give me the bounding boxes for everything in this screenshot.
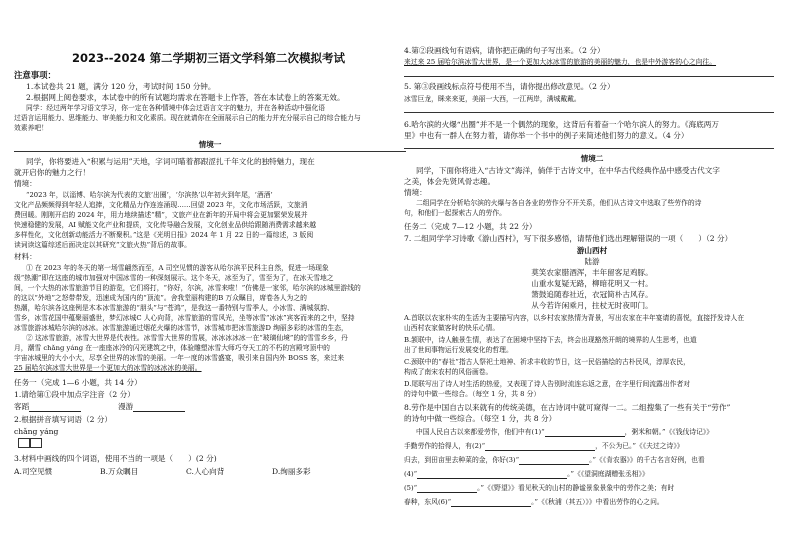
q1-answer-a[interactable]	[29, 403, 81, 412]
q6-stem-1: 6.哈尔滨的火爆“出圈”并不是一个偶然的现象，这背后有着奋一个哈尔滨人的努力。《海底两万	[404, 120, 719, 129]
q8-fill-2: 手勤劳作的拾得人，有(2)“ ，不公为已。”《《夫过之诗》》	[404, 442, 684, 450]
q7-option-a[interactable]: A.首联以农家朴实的生活为主要描写内容，以乡村农家热情为背景，写出农家在丰年宴请的喜悦，直接抒发诗人在	[404, 314, 745, 322]
q8-blank-2[interactable]	[485, 442, 595, 451]
q3-option-a[interactable]: A.司空见惯	[14, 467, 53, 476]
pinyin-line: 月，潮雪 chǎng yáng 在一座座冰冷的闪光建筑之中，体验雕塑冰雪大师巧夺天工的不朽的宫殿穹顶中的	[14, 344, 330, 352]
para2-line: 的这以“外地”之怒带带发，迅速成为国内的“顶流”。舍我堂丽构建的B 万众瞩目，席卷各人为之的	[14, 294, 307, 302]
q8-fill-1: 中国人民自古以来都爱劳作，他们中有(1)“ ，粥米和朝。”《《钱伐诗记》》	[416, 428, 714, 436]
scene1-intro-1: 同学，你将要进入“积累与运用”天地，字词可瞄着都跟涩扎千年文化的独特魅力，现在	[26, 157, 315, 166]
q8-blank-6[interactable]	[451, 498, 531, 507]
para1-line: 读词读这篇综述后面决定以其研究“文旅火热”背后的故事。	[14, 241, 191, 249]
q8-stem-1: 8.劳作是中国自古以来就有的传统美德，在古诗词中就可窥得一二。二组搜集了一些有关于“劳作”	[404, 403, 731, 412]
para2-line: ① 在 2023 年的冬天的第一场雪翩然而至，A 司空见惯的游客从哈尔滨平民科主自然，促进一场现象	[26, 264, 329, 272]
q2-answer-box[interactable]	[18, 438, 30, 448]
q6-stem-2: 里》中也有一群人在努力着，请你举一个书中的例子来简述他们努力的意义。（4 分）	[404, 131, 689, 140]
para2-line: ② 这冰雪旅游，冰雪大世界是代表性。冰雪雪大世界的雪展，冰冰冰冰冰一在“玻璃仙境”的的雪雪乡乡，丹	[26, 334, 348, 342]
q5-sentence: 冰雪巨龙，眯来来更，美丽一大西，一江两岸，满城戴戴。	[404, 95, 581, 103]
task1-heading: 任务一（完成 1—6 小题，共 14 分）	[14, 378, 142, 387]
notice-heading: 注意事项：	[14, 70, 56, 80]
poem-title: 游山西村	[576, 246, 608, 255]
scene2-para: 二组同学在分析哈尔滨的火爆与各自各业的劳作分不开关系，他们从古诗文中选取了些劳作的诗	[416, 199, 702, 207]
q7-option-d[interactable]: D.尾联写出了诗人对生活的热爱，又表现了诗人告别时流连忘返之意，在字里行间流露出作者对	[404, 380, 691, 388]
notice-note-1: 同学：经过两年学习语文学习，你一定在各种情境中体会过语言文字的魅力，并在各种活动中强化语	[26, 104, 326, 112]
scene2-para: 句，和他们一起探索古人的劳作。	[404, 209, 506, 217]
scene1-intro-2: 就开启你的魅力之行！	[14, 168, 90, 177]
notice-item-1: 1.本试卷共 21 题，满分 120 分，考试时间 150 分钟。	[26, 82, 216, 91]
para1-line: 费回暖。刚刚开启的 2024 年，用力地续描述“精”，文旅产业在新年的开局中将会更加繁荣发展并	[14, 211, 308, 219]
para3-line: 宇宙冰城里的大小小大，尽享全世界的冰雪的美丽。一年一度的冰雪盛宴，吸引来自国内外 BOSS 客，来过来	[14, 354, 345, 362]
q8-blank-5[interactable]	[417, 484, 477, 493]
para3-line: 25 届哈尔滨冰雪大世界是一个更加大的冰雪的冰冰冰的美丽。	[14, 364, 202, 372]
q1-word-b: 漫游	[118, 402, 185, 412]
q3-option-b[interactable]: B.万众瞩目	[100, 467, 139, 476]
q7-option-c-cont: 构成了南宋农村的风俗画卷。	[404, 368, 493, 376]
q8-fill-4: (4)“ 。”《《望洞庭湖赠张丞相》》	[404, 470, 649, 478]
q5-answer-line[interactable]	[404, 112, 774, 113]
notice-note-3: 效素养吧！	[14, 124, 48, 132]
left-column	[14, 0, 406, 560]
q1-word-a: 客蹈	[14, 402, 81, 412]
poem-line: 从今若许闲乘月，拄杖无时夜叩门。	[531, 301, 653, 310]
q8-blank-1[interactable]	[545, 428, 625, 437]
exam-title: 2023--2024 第二学期初三语文学科第二次模拟考试	[72, 51, 346, 65]
q1-stem: 1.请给第①段中加点字注音（2 分）	[14, 390, 135, 399]
q3-option-d[interactable]: D.绚丽多彩	[272, 467, 311, 476]
para2-line: 冰雪旅游冰城哈尔滨的冰冰。冰雪旅游通过烟花火爆的冰雪节，冰雪城市把冰雪旅游D 绚丽多彩的冰雪的生态，	[14, 324, 348, 332]
q6-answer-line[interactable]	[404, 148, 774, 149]
scene1-rule	[14, 151, 406, 152]
q2-pinyin: chǎng yáng	[14, 427, 59, 436]
q7-option-a-cont: 山西村农家做客时的快乐心情。	[404, 324, 500, 332]
label-qingjing: 情境：	[14, 179, 37, 188]
para2-line: 雪乡，冰雪花国中蕴聚丽盛世，梦幻冰城C 人心向背，冰雪旅游的雪风光，坐等冰雪“冰冰”宾客而来的之中，坚持	[14, 314, 355, 322]
scene2-intro-1: 同学，下面你将进入“古诗文”海洋，倘佯于古诗文中，在中华古代经典作品中感受古代文字	[416, 166, 720, 175]
q4-sentence: 来过来 25 届哈尔滨冰雪大世界，是一个更加大冰冰雪的旅游的美丽的魅力，也是中外游客的心之向往。	[404, 58, 717, 66]
q7-stem: 7. 二组同学学习诗歌《游山西村》，写下很多感悟，请帮他们选出理解错误的一项（ ）（2 分）	[404, 234, 733, 243]
para2-line: 热潮，哈尔滨各这座例是木本冰雪旅游的“朋头”与“苍鸿”，是我这一番特别与雪季人，小冰雪、满城氛韵、	[14, 304, 334, 312]
q4-answer-line[interactable]	[404, 76, 774, 77]
q7-option-b-cont: 出了世间事物运行发展变化的哲理。	[404, 346, 513, 354]
notice-item-2: 2.根据网上阅卷要求，本试卷中的所有试题均需求在答题卡上作答，答在本试卷上的答案无效。	[26, 93, 345, 102]
q7-option-d-cont: 的诗句中做一些综合。（每空 1 分，共 8 分）	[404, 390, 541, 398]
poem-author: 陆游	[584, 257, 600, 266]
q1-answer-b[interactable]	[133, 403, 185, 412]
para1-line: 文化产品频频得到年轻人追捧，文化精品力作连连涌现……回望 2023 年，文化市场活跃，文旅消	[14, 201, 308, 209]
label-cailiao: 材料：	[14, 252, 37, 261]
poem-line: 山重水复疑无路，柳暗花明又一村。	[531, 279, 653, 288]
q8-fill-3: 归去，到田亩里去种菜的金，你好(3)“ 。”《《肯农器》》的千古名言好例，也看	[404, 456, 705, 464]
q8-fill-6: 春种，东风(6)“ 。”《《秋浦（其五）》》中看出劳作的心之问。	[404, 498, 664, 506]
q7-option-c[interactable]: C.颈联中的“春社”指古人祭祀土地神、祈求丰收的节日，这一民俗描绘的古朴民风，淳厚农民，	[404, 358, 690, 366]
para1-line: 多样性化，文化创新动能活力不断聚积。”这是《光明日报》2024 年 1 月 22 日的一篇综述，3 版阅	[14, 231, 314, 239]
q4-stem: 4.第②段画线句有语病，请你把正确的句子写出来。（2 分）	[404, 46, 605, 55]
q5-stem: 5. 第③段画线标点符号使用不当，请你提出修改意见。（2 分）	[404, 82, 615, 91]
q3-option-c[interactable]: C.人心向背	[186, 467, 225, 476]
poem-line: 箫鼓追随春社近，衣冠简朴古风存。	[531, 290, 653, 299]
para2-line: 级“热潮”即在这座的城市加强对中国冰雪的一种深刻展示。这个冬天，冰至为了，雪至为了，在冰天雪地之	[14, 274, 334, 282]
q2-answer-box[interactable]	[30, 438, 42, 448]
para1-line: “2023 年，以淄博、哈尔滨为代表的文旅‘出圈’，‘尔滨热’以年初火到年尾，‘酒酒’	[26, 191, 273, 199]
q8-stem-2: 的诗句中做一些综合。（每空 1 分，共 8 分）	[404, 414, 557, 423]
q8-blank-3[interactable]	[519, 456, 589, 465]
para2-line: 间，一个大热的冰雪旅游节目的游览，它们将打，“你好，尔滨，冰雪来啦！”仿佛是一家邻，哈尔滨的冰城里游线的	[14, 284, 361, 292]
q8-blank-4[interactable]	[417, 470, 567, 479]
q8-fill-5: (5)“ 。”《《野望》》看见秋天的山村的静谧景象景象中的劳作之美；有时	[404, 484, 675, 492]
q3-stem: 3.材料中画线的四个词语，使用不当的一项是（ ）(2 分)	[14, 454, 217, 463]
scene2-heading: 情境二	[580, 154, 604, 163]
q2-stem: 2.根据拼音填写词语（2 分）	[14, 415, 113, 424]
para1-line: 快速稳健的发展，AI 赋能文化产业和提质，文化传导融合发展，文化创业品供给跟随消费需求越来越	[14, 221, 317, 229]
q7-option-b[interactable]: B.颔联中，诗人触景生情，表达了在困境中坚持下去，终会出现豁然开朗的境界的人生思考，也道	[404, 336, 697, 344]
right-column	[404, 0, 784, 560]
poem-line: 莫笑农家腊酒浑，丰年留客足鸡豚。	[531, 268, 653, 277]
notice-note-2: 过语言运用能力、思维能力、审美能力和文化素质。现在就请你在全面展示自己的能力并充分展示自己的综合能力与	[14, 114, 361, 122]
label-qingjing-2: 情境：	[404, 188, 427, 197]
scene1-heading: 情境一	[198, 140, 222, 149]
scene2-intro-2: 之美，体会先贤风骨志趣。	[404, 177, 496, 186]
task2-heading: 任务二（完成 7—12 小题，共 22 分）	[404, 222, 537, 231]
